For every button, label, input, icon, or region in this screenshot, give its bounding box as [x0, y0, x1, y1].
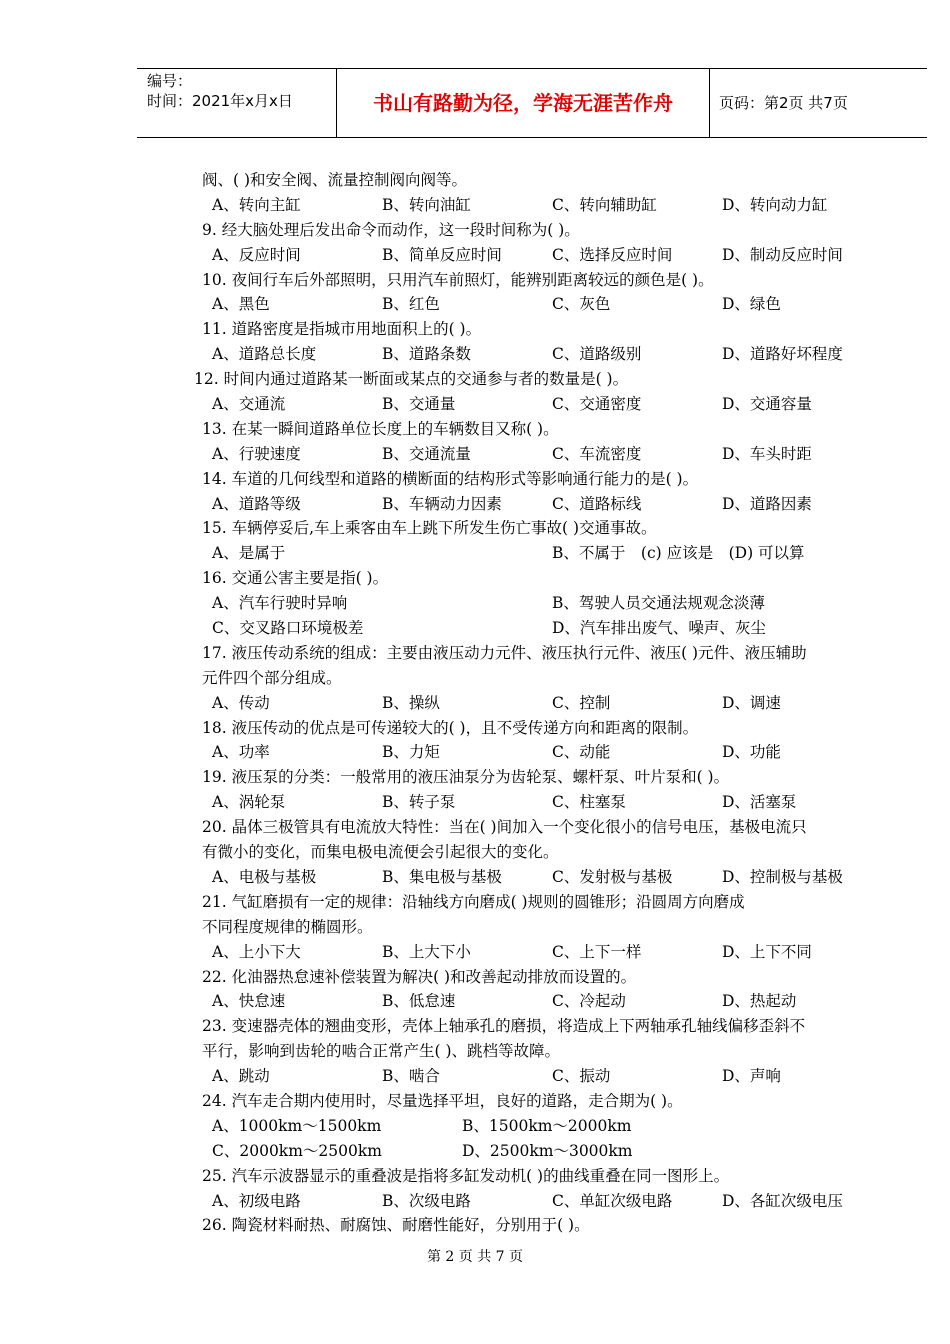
- option: D、热起动: [722, 992, 797, 1011]
- option: D、交通容量: [722, 395, 812, 414]
- options-line: [202, 193, 862, 218]
- option: B、驾驶人员交通法规观念淡薄: [552, 594, 765, 613]
- question-line: 16. 交通公害主要是指( )。: [202, 569, 389, 588]
- options-line: [202, 442, 862, 467]
- options-line: [202, 691, 862, 716]
- question-line: 15. 车辆停妥后,车上乘客由车上跳下所发生伤亡事故( )交通事故。: [202, 519, 657, 538]
- option: A、初级电路: [212, 1191, 301, 1210]
- option: A、1000km～1500km: [212, 1116, 382, 1135]
- question-line: 17. 液压传动系统的组成：主要由液压动力元件、液压执行元件、液压( )元件、液压辅助: [202, 643, 807, 662]
- option: C、2000km～2500km: [212, 1141, 382, 1160]
- question-line: 21. 气缸磨损有一定的规律：沿轴线方向磨成( )规则的圆锥形；沿圆周方向磨成: [202, 892, 745, 911]
- option: A、汽车行驶时异响: [212, 594, 348, 613]
- option: B、道路条数: [382, 345, 471, 364]
- option: C、动能: [552, 743, 611, 762]
- page-label: 页码：第2页 共7页: [719, 94, 848, 112]
- option: A、道路等级: [212, 494, 301, 513]
- option: A、交通流: [212, 395, 286, 414]
- option: A、反应时间: [212, 245, 301, 264]
- question-line: 26. 陶瓷材料耐热、耐腐蚀、耐磨性能好，分别用于( )。: [202, 1216, 590, 1235]
- option: D、调速: [722, 693, 781, 712]
- option: B、上大下小: [382, 942, 471, 961]
- option: A、传动: [212, 693, 270, 712]
- option: D、道路因素: [722, 494, 812, 513]
- question-line: 14. 车道的几何线型和道路的横断面的结构形式等影响通行能力的是( )。: [202, 469, 699, 488]
- question-line: 不同程度规律的椭圆形。: [202, 917, 373, 936]
- option: D、转向动力缸: [722, 195, 828, 214]
- options-line: [202, 1114, 862, 1139]
- options-line: [202, 989, 862, 1014]
- options-line: [202, 541, 862, 566]
- option: D、声响: [722, 1067, 781, 1086]
- option: B、简单反应时间: [382, 245, 502, 264]
- option: A、功率: [212, 743, 270, 762]
- option: D、活塞泵: [722, 793, 797, 812]
- option: A、涡轮泵: [212, 793, 286, 812]
- options-line: [202, 342, 862, 367]
- option: B、啮合: [382, 1067, 440, 1086]
- option: D、汽车排出废气、噪声、灰尘: [552, 619, 766, 638]
- option: B、操纵: [382, 693, 440, 712]
- options-line: [202, 1064, 862, 1089]
- question-line: 24. 汽车走合期内使用时，尽量选择平坦，良好的道路，走合期为( )。: [202, 1091, 683, 1110]
- option: B、不属于 (c) 应该是 (D) 可以算: [552, 544, 805, 563]
- option: B、交通量: [382, 395, 456, 414]
- date-label: 时间：2021年x月x日: [147, 92, 293, 110]
- option: B、集电极与基极: [382, 867, 502, 886]
- option: B、1500km～2000km: [462, 1116, 632, 1135]
- option: D、2500km～3000km: [462, 1141, 633, 1160]
- options-line: [202, 392, 862, 417]
- option: C、车流密度: [552, 444, 642, 463]
- option: B、低怠速: [382, 992, 456, 1011]
- option: C、转向辅助缸: [552, 195, 657, 214]
- question-line: 18. 液压传动的优点是可传递较大的( )，且不受传递方向和距离的限制。: [202, 718, 699, 737]
- option: D、上下不同: [722, 942, 812, 961]
- option: D、制动反应时间: [722, 245, 843, 264]
- option: D、控制极与基极: [722, 867, 843, 886]
- option: C、上下一样: [552, 942, 642, 961]
- option: C、冷起动: [552, 992, 626, 1011]
- option: A、转向主缸: [212, 195, 301, 214]
- option: C、道路级别: [552, 345, 642, 364]
- option: D、各缸次级电压: [722, 1191, 843, 1210]
- option: A、是属于: [212, 544, 286, 563]
- question-line: 平行，影响到齿轮的啮合正常产生( )、跳档等故障。: [202, 1042, 561, 1061]
- options-line: [202, 243, 862, 268]
- options-line: [202, 790, 862, 815]
- option: A、黑色: [212, 295, 270, 314]
- option: C、交叉路口环境极差: [212, 619, 364, 638]
- question-line: 13. 在某一瞬间道路单位长度上的车辆数目又称( )。: [202, 419, 559, 438]
- option: B、车辆动力因素: [382, 494, 502, 513]
- question-line: 20. 晶体三极管具有电流放大特性：当在( )间加入一个变化很小的信号电压，基极电流只: [202, 818, 807, 837]
- question-line: 19. 液压泵的分类：一般常用的液压油泵分为齿轮泵、螺杆泵、叶片泵和( )。: [202, 768, 730, 787]
- option: D、车头时距: [722, 444, 812, 463]
- question-line: 9. 经大脑处理后发出命令而动作，这一段时间称为( )。: [202, 220, 580, 239]
- question-line: 有微小的变化，而集电极电流便会引起很大的变化。: [202, 843, 559, 862]
- option: B、红色: [382, 295, 440, 314]
- question-line: 23. 变速器壳体的翘曲变形，壳体上轴承孔的磨损，将造成上下两轴承孔轴线偏移歪斜不: [202, 1017, 806, 1036]
- question-line: 10. 夜间行车后外部照明，只用汽车前照灯，能辨别距离较远的颜色是( )。: [202, 270, 714, 289]
- options-line: [202, 591, 862, 616]
- option: D、绿色: [722, 295, 781, 314]
- header-meta: [137, 69, 337, 137]
- option: B、转子泵: [382, 793, 456, 812]
- options-line: [202, 740, 862, 765]
- question-body: [194, 168, 862, 1238]
- option: C、振动: [552, 1067, 611, 1086]
- option: A、上小下大: [212, 942, 301, 961]
- question-line: 12. 时间内通过道路某一断面或某点的交通参与者的数量是( )。: [194, 370, 629, 389]
- option: B、力矩: [382, 743, 440, 762]
- options-line: [202, 1189, 862, 1214]
- option: B、次级电路: [382, 1191, 471, 1210]
- page-footer: 第 2 页 共 7 页: [426, 1249, 524, 1265]
- option: C、交通密度: [552, 395, 642, 414]
- question-line: 元件四个部分组成。: [202, 668, 342, 687]
- option: C、控制: [552, 693, 611, 712]
- option: D、功能: [722, 743, 781, 762]
- options-line: [202, 1139, 862, 1164]
- code-label: 编号：: [147, 72, 193, 90]
- motto: 书山有路勤为径，学海无涯苦作舟: [337, 69, 710, 137]
- option: D、道路好坏程度: [722, 345, 843, 364]
- options-line: [202, 616, 862, 641]
- option: C、道路标线: [552, 494, 642, 513]
- options-line: [202, 865, 862, 890]
- question-line: 25. 汽车示波器显示的重叠波是指将多缸发动机( )的曲线重叠在同一图形上。: [202, 1166, 730, 1185]
- option: C、柱塞泵: [552, 793, 626, 812]
- option: A、电极与基极: [212, 867, 317, 886]
- option: B、转向油缸: [382, 195, 471, 214]
- option: A、道路总长度: [212, 345, 317, 364]
- question-line: 11. 道路密度是指城市用地面积上的( )。: [202, 320, 482, 339]
- option: C、灰色: [552, 295, 611, 314]
- option: A、行驶速度: [212, 444, 301, 463]
- option: C、发射极与基极: [552, 867, 673, 886]
- options-line: [202, 292, 862, 317]
- options-line: [202, 940, 862, 965]
- option: A、跳动: [212, 1067, 270, 1086]
- question-line: 22. 化油器热怠速补偿装置为解决( )和改善起动排放而设置的。: [202, 967, 637, 986]
- option: C、选择反应时间: [552, 245, 673, 264]
- option: A、快怠速: [212, 992, 286, 1011]
- question-line: 阀、( )和安全阀、流量控制阀向阀等。: [202, 171, 468, 189]
- option: C、单缸次级电路: [552, 1191, 673, 1210]
- options-line: [202, 492, 862, 517]
- option: B、交通流量: [382, 444, 471, 463]
- page-header: [137, 68, 927, 138]
